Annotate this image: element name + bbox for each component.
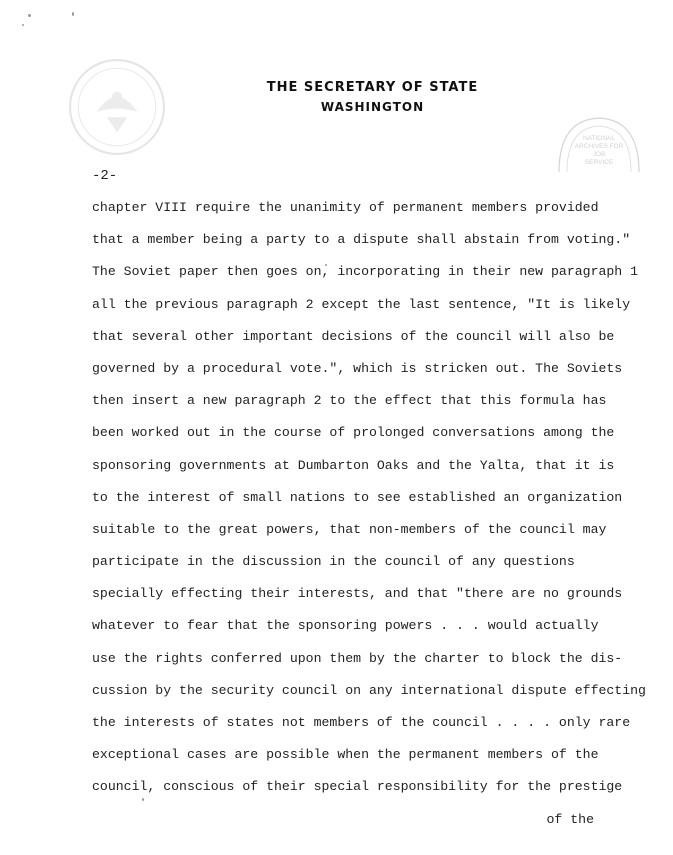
body-line: participate in the discussion in the council of any questions [92, 554, 575, 570]
letterhead-city: WASHINGTON [320, 100, 425, 114]
body-line: use the rights conferred upon them by the charter to block the dis- [92, 650, 623, 666]
stamp-line-3: JOB [592, 151, 606, 158]
body-line: the interests of states not members of the council . . . . only rare [92, 715, 631, 730]
page-number: -2- [92, 168, 118, 184]
body-line: cussion by the security council on any international dispute effecting [92, 682, 646, 698]
archive-stamp-icon [553, 112, 645, 180]
body-line: whatever to fear that the sponsoring powers . . . would actually [92, 618, 599, 634]
body-line: The Soviet paper then goes on, incorporating in their new paragraph 1 [92, 264, 639, 280]
body-line: then insert a new paragraph 2 to the effect that this formula has [92, 393, 607, 409]
body-line: council, conscious of their special responsibility for the prestige [92, 779, 623, 795]
catchword: of the [546, 811, 594, 827]
stamp-line-1: NATIONAL [582, 135, 616, 142]
body-line: chapter VIII require the unanimity of permanent members provided [92, 200, 599, 215]
stamp-line-2: ARCHIVES FOR [574, 143, 624, 150]
stamp-line-4: SERVICE [584, 159, 614, 166]
body-line: been worked out in the course of prolonged conversations among the [92, 425, 615, 441]
body-text [92, 198, 646, 842]
body-line: to the interest of small nations to see established an organization [92, 489, 623, 505]
letterhead-title: THE SECRETARY OF STATE [266, 80, 479, 95]
body-line: governed by a procedural vote.", which is stricken out. The Soviets [92, 360, 623, 376]
body-line: sponsoring governments at Dumbarton Oaks and the Yalta, that it is [92, 457, 615, 473]
body-line: exceptional cases are possible when the permanent members of the [92, 747, 599, 763]
body-line: suitable to the great powers, that non-members of the council may [92, 521, 607, 537]
body-line: that a member being a party to a dispute shall abstain from voting." [92, 232, 631, 248]
body-line: specially effecting their interests, and that "there are no grounds [92, 586, 623, 602]
body-line: that several other important decisions of the council will also be [92, 328, 615, 344]
body-line: all the previous paragraph 2 except the last sentence, "It is likely [92, 296, 631, 312]
